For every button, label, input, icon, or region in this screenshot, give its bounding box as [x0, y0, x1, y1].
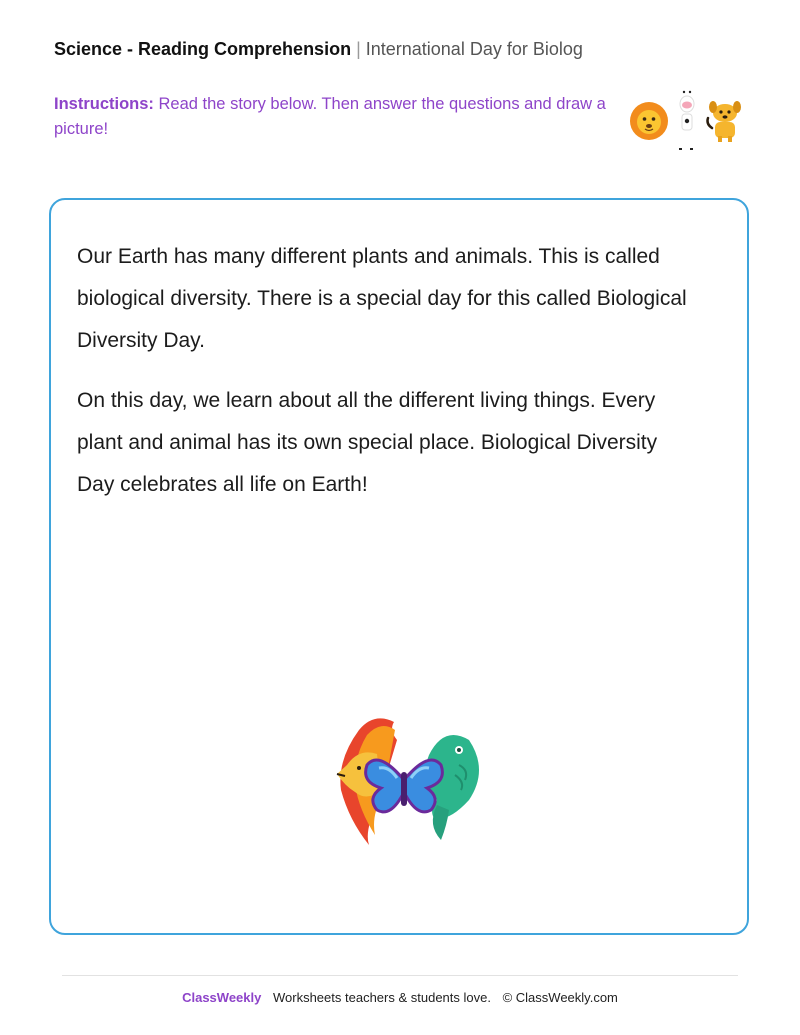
story-paragraph: On this day, we learn about all the different living things. Every plant and animal has its own special place. Biological Diversity Day celebrates all life on Earth!	[77, 389, 658, 496]
instructions-text: Read the story below. Then answer the questions and draw a picture!	[54, 95, 606, 138]
lion-butterfly-fish-icon	[319, 710, 489, 850]
header-separator: |	[356, 39, 361, 59]
lion-icon	[630, 102, 668, 140]
story-box	[49, 198, 749, 935]
instructions-label: Instructions:	[54, 95, 154, 113]
footer	[0, 990, 800, 1005]
footer-tagline: Worksheets teachers & students love.	[272, 990, 491, 1005]
footer-divider	[62, 975, 738, 976]
topic-title: International Day for Biolog	[365, 39, 583, 59]
story-text	[77, 236, 697, 524]
instructions	[54, 92, 614, 142]
subject-title: Science - Reading Comprehension	[54, 39, 352, 59]
mascot-group	[626, 84, 742, 154]
footer-brand[interactable]: ClassWeekly	[182, 990, 262, 1005]
dog-icon	[708, 101, 742, 142]
footer-copyright: © ClassWeekly.com	[502, 990, 618, 1005]
worksheet-header	[54, 36, 604, 62]
cow-icon	[679, 91, 694, 150]
story-paragraph: Our Earth has many different plants and animals. This is called biological diversity. There is a special day for this called Biological Diversity Day.	[77, 245, 687, 352]
